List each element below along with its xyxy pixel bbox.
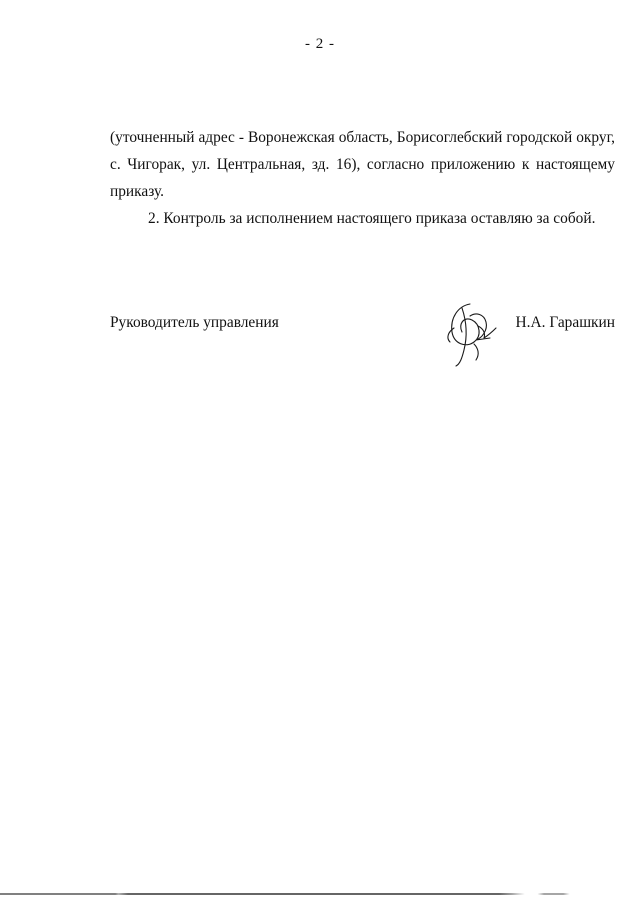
handwritten-signature	[440, 298, 500, 370]
body-paragraph-address: (уточненный адрес - Воронежская область, Борисоглебский городской округ, с. Чигорак, ул. Центральная, зд. 16), согласно приложению к настоящему приказу.	[110, 129, 615, 200]
document-body	[110, 124, 615, 232]
body-paragraph-control: 2. Контроль за исполнением настоящего приказа оставляю за собой.	[148, 210, 596, 227]
position-title: Руководитель управления	[110, 314, 279, 331]
page-number: - 2 -	[305, 36, 335, 52]
signer-name: Н.А. Гарашкин	[515, 314, 615, 331]
signature-block	[110, 312, 615, 372]
bottom-scan-rule	[0, 893, 640, 895]
